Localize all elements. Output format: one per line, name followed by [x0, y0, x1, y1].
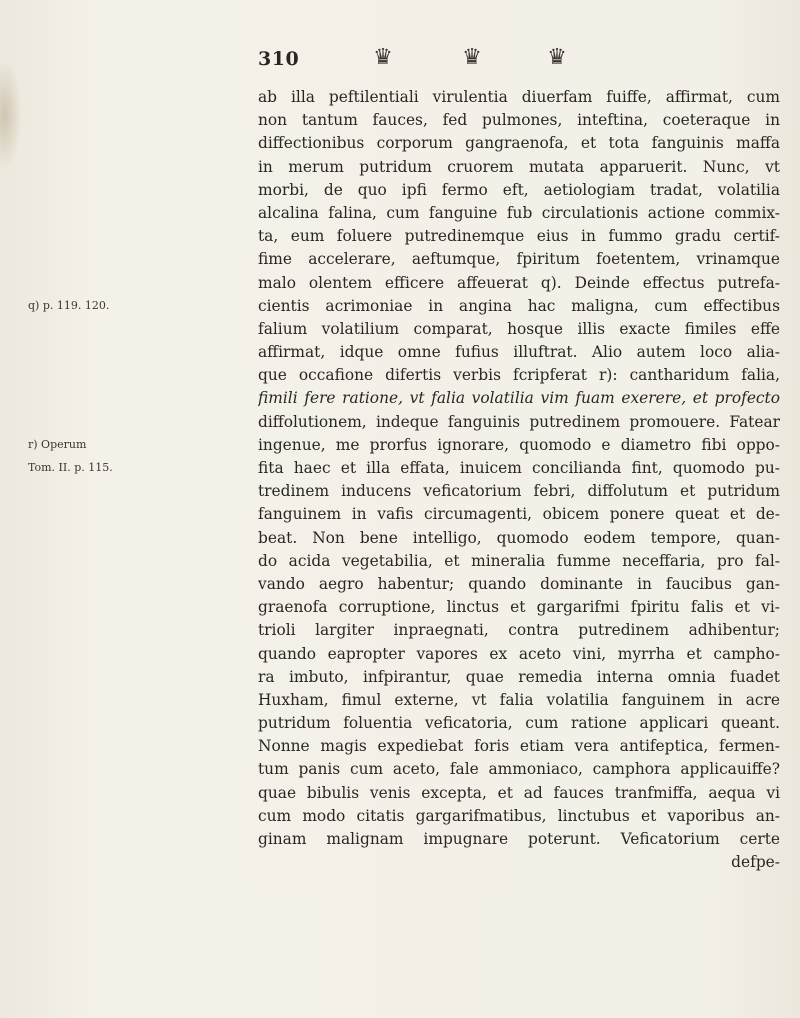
text-line: Nonne magis expediebat foris etiam vera antifeptica, fermen- [258, 737, 780, 756]
page-stain [0, 60, 22, 170]
crown-ornament-icon: ♛ [462, 44, 482, 70]
text-line: affirmat, idque omne fufius illuftrat. Alio autem loco alia- [258, 343, 780, 362]
text-line: que occafione difertis verbis fcripferat r): cantharidum falia, [258, 366, 780, 385]
text-line: morbi, de quo ipfi fermo eft, aetiologiam tradat, volatilia [258, 180, 780, 199]
text-line: ra imbuto, infpirantur, quae remedia interna omnia fuadet [258, 667, 780, 686]
text-line: non tantum fauces, fed pulmones, inteftina, coeteraque in [258, 111, 780, 130]
text-line: diffolutionem, indeque fanguinis putredinem promouere. Fatear [258, 412, 780, 431]
text-line: quando eapropter vapores ex aceto vini, myrrha et campho- [258, 644, 780, 663]
text-line: beat. Non bene intelligo, quomodo eodem tempore, quan- [258, 528, 780, 547]
text-line: cum modo citatis gargarifmatibus, linctubus et vaporibus an- [258, 806, 780, 825]
margin-note-q: q) p. 119. 120. [28, 299, 110, 312]
crown-ornament-icon: ♛ [547, 44, 567, 70]
text-line: cientis acrimoniae in angina hac maligna, cum effectibus [258, 296, 780, 315]
crown-ornament-icon: ♛ [373, 44, 393, 70]
text-line: do acida vegetabilia, et mineralia fumme neceffaria, pro fal- [258, 551, 780, 570]
text-line: ta, eum foluere putredinemque eius in fummo gradu certif- [258, 227, 780, 246]
text-line: alcalina falina, cum fanguine fub circulationis actione commix- [258, 203, 780, 222]
page-number: 310 [258, 48, 300, 70]
text-line: ingenue, me prorfus ignorare, quomodo e diametro fibi oppo- [258, 435, 780, 454]
text-line: putridum foluentia veficatoria, cum ratione applicari queant. [258, 714, 780, 733]
body-text [258, 86, 780, 874]
text-line: fita haec et illa effata, inuicem concilianda fint, quomodo pu- [258, 459, 780, 477]
text-line: falium volatilium comparat, hosque illis exacte fimiles effe [258, 319, 780, 338]
page-header [258, 44, 778, 78]
text-line: tredinem inducens veficatorium febri, diffolutum et putridum [258, 482, 780, 501]
text-line: in merum putridum cruorem mutata apparuerit. Nunc, vt [258, 157, 780, 176]
text-line: graenofa corruptione, linctus et gargarifmi fpiritu falis et vi- [258, 598, 780, 617]
text-line: vando aegro habentur; quando dominante in faucibus gan- [258, 574, 780, 593]
text-line: malo olentem efficere affeuerat q). Deinde effectus putrefa- [258, 273, 780, 292]
text-line: Huxham, fimul externe, vt falia volatilia fanguinem in acre [258, 690, 780, 709]
text-line: fime accelerare, aeftumque, fpiritum foetentem, vrinamque [258, 250, 780, 269]
text-line: tum panis cum aceto, fale ammoniaco, camphora applicauiffe? [258, 760, 780, 779]
text-line-italic: fimili fere ratione, vt falia volatilia vim fuam exerere, et profecto [258, 389, 780, 408]
margin-note-r: r) Operum [28, 438, 87, 451]
margin-note-r-reference: Tom. II. p. 115. [28, 461, 113, 474]
text-line: diffectionibus corporum gangraenofa, et tota fanguinis maffa [258, 134, 780, 153]
text-line: ab illa peftilentiali virulentia diuerfam fuiffe, affirmat, cum [258, 88, 780, 106]
text-line: quae bibulis venis excepta, et ad fauces tranfmiffa, aequa vi [258, 783, 780, 802]
text-line: ginam malignam impugnare poterunt. Veficatorium certe [258, 830, 780, 848]
catchword: defpe- [731, 853, 780, 872]
text-line: trioli largiter inpraegnati, contra putredinem adhibentur; [258, 621, 780, 640]
text-line: fanguinem in vafis circumagenti, obicem ponere queat et de- [258, 505, 780, 524]
